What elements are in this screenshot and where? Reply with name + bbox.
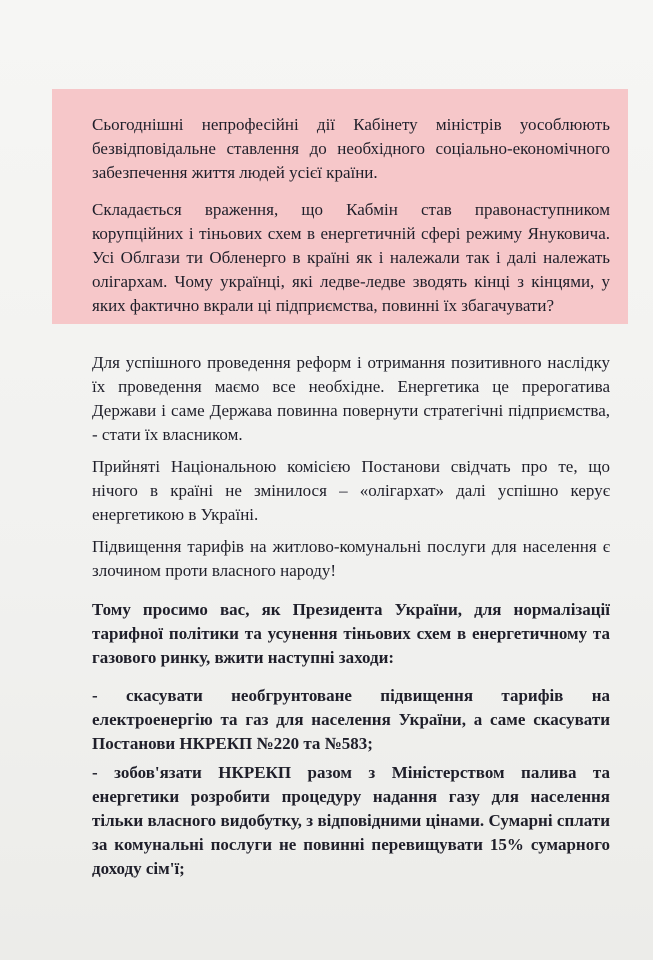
measure-item-1: - скасувати необгрунтоване підвищення тарифів на електроенергію та газ для населення України, а саме скасувати Постанови НКРЕКП №220 та №583; (92, 686, 610, 753)
paragraph-reforms: Для успішного проведення реформ і отримання позитивного наслідку їх проведення маємо все необхідне. Енергетика це прерогатива Держави і саме Держава повинна повернути стратегічні підприємства, - стати їх власником. (92, 353, 610, 444)
highlighted-paragraph-2: Складається враження, що Кабмін став правонаступником корупційних і тіньових схем в енергетичній сфері режиму Януковича. Усі Облгази ти Обленерго в країні як і належали так і далі належать олігархам. Чому українці, які ледве-ледве зводять кінці з кінцями, у яких фактично вкрали ці підприємства, повинні їх збагачувати? (92, 200, 610, 315)
highlighted-paragraph-1: Сьогоднішні непрофесійні дії Кабінету міністрів уособлюють безвідповідальне ставлення до необхідного соціально-економічного забезпечення життя людей усієї країни. (92, 115, 610, 182)
request-paragraph: Тому просимо вас, як Президента України, для нормалізації тарифної політики та усунення тіньових схем в енергетичному та газового ринку, вжити наступні заходи: (92, 600, 610, 667)
paragraph-tariffs: Підвищення тарифів на житлово-комунальні послуги для населення є злочином проти власного народу! (92, 537, 610, 580)
measure-item-2: - зобов'язати НКРЕКП разом з Міністерством палива та енергетики розробити процедуру надання газу для населення тільки власного видобутку, з відповідними цінами. Сумарні сплати за комунальні послуги не повинні перевищувати 15% сумарного доходу сім'ї; (92, 763, 610, 878)
paragraph-resolutions: Прийняті Національною комісією Постанови свідчать про те, що нічого в країні не змінилося – «олігархат» далі успішно керує енергетикою в Україні. (92, 457, 610, 524)
